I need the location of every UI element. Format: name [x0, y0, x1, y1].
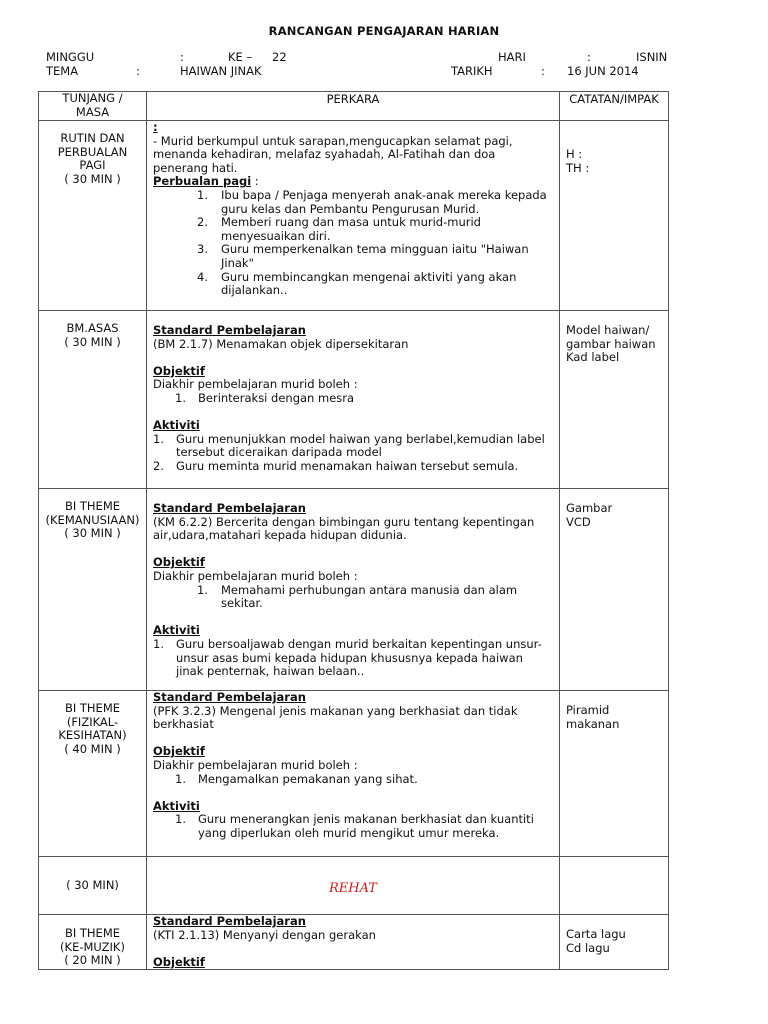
tunjang-line: BI THEME	[64, 499, 121, 513]
tunjang-line: BM.ASAS	[66, 321, 119, 335]
objektif-heading: Objektif	[153, 555, 205, 570]
objektif-intro: Diakhir pembelajaran murid boleh :	[153, 568, 358, 583]
perbualan-list	[153, 189, 553, 298]
perkara-cell	[147, 311, 560, 489]
header-perkara: PERKARA	[147, 92, 560, 121]
tunjang-line: (KEMANUSIAAN)	[45, 512, 140, 527]
aktiviti-list	[153, 433, 553, 474]
routine-text: - Murid berkumpul untuk sarapan,mengucapkan selamat pagi, menanda kehadiran, melafaz syahadah, Al-Fatihah dan doa penerang hati.	[153, 133, 513, 175]
perkara-cell	[147, 121, 560, 311]
ke-label: KE –	[228, 50, 253, 64]
tunjang-line: RUTIN DAN	[60, 131, 125, 145]
hari-colon: :	[587, 50, 591, 64]
table-row	[39, 489, 669, 691]
table-row	[39, 857, 669, 915]
header-tunjang: TUNJANG / MASA	[39, 92, 147, 121]
tunjang-line: (KE-MUZIK)	[60, 939, 125, 954]
tema-label: TEMA	[46, 64, 79, 78]
tunjang-line: KESIHATAN)	[58, 728, 127, 743]
ke-value: 22	[272, 50, 287, 64]
tarikh-label: TARIKH	[451, 64, 493, 78]
note-line: VCD	[566, 514, 591, 529]
table-row	[39, 311, 669, 489]
tunjang-line: PERBUALAN	[57, 144, 128, 159]
perbualan-colon: :	[251, 174, 259, 189]
list-item: 1. Ibu bapa / Penjaga menyerah anak-anak mereka kepada guru kelas dan Pembantu Pengurusan Murid.	[197, 187, 547, 216]
catatan-cell	[560, 857, 669, 915]
note-line: Piramid	[566, 703, 610, 717]
objektif-heading: Objektif	[153, 363, 205, 378]
catatan-cell	[560, 489, 669, 691]
tunjang-line: ( 30 MIN)	[66, 877, 119, 892]
tunjang-line: ( 30 MIN )	[64, 526, 121, 541]
perkara-cell	[147, 691, 560, 857]
tema-value: HAIWAN JINAK	[180, 64, 262, 78]
tunjang-line: BI THEME	[64, 701, 121, 715]
standard-heading: Standard Pembelajaran	[153, 914, 306, 928]
standard-heading: Standard Pembelajaran	[153, 501, 306, 515]
list-item: 1. Memahami perhubungan antara manusia dan alam sekitar.	[197, 582, 518, 611]
catatan-cell	[560, 311, 669, 489]
objektif-intro: Diakhir pembelajaran murid boleh :	[153, 757, 358, 772]
list-item: 3. Guru memperkenalkan tema mingguan iaitu "Haiwan Jinak"	[197, 242, 529, 270]
note-line: gambar haiwan	[566, 336, 656, 351]
tunjang-line: PAGI	[79, 158, 106, 173]
tunjang-cell	[39, 121, 147, 311]
note-line: Model haiwan/	[566, 323, 650, 337]
minggu-label: MINGGU	[46, 50, 95, 64]
objektif-heading: Objektif	[153, 954, 205, 969]
list-item: 1. Guru menerangkan jenis makanan berkhasiat dan kuantiti yang diperlukan oleh murid mengikut umur mereka.	[175, 812, 534, 840]
note-line: Gambar	[566, 501, 613, 515]
standard-text: (KTI 2.1.13) Menyanyi dengan gerakan	[153, 927, 376, 942]
note-line: H :	[566, 147, 583, 161]
header-catatan: CATATAN/IMPAK	[560, 92, 669, 121]
tunjang-cell	[39, 691, 147, 857]
tunjang-line: ( 20 MIN )	[64, 953, 121, 968]
header-info	[46, 50, 668, 80]
note-line: TH :	[566, 160, 590, 175]
rehat-cell	[147, 857, 560, 915]
hari-value: ISNIN	[636, 50, 668, 64]
aktiviti-heading: Aktiviti	[153, 623, 200, 638]
standard-text: (PFK 3.2.3) Mengenal jenis makanan yang berkhasiat dan tidak berkhasiat	[153, 703, 518, 732]
objektif-list	[153, 392, 553, 406]
objektif-intro: Diakhir pembelajaran murid boleh :	[153, 377, 358, 392]
tunjang-line: ( 30 MIN )	[64, 334, 121, 349]
table-row	[39, 915, 669, 970]
standard-text: (BM 2.1.7) Menamakan objek dipersekitaran	[153, 336, 409, 351]
list-item: 2. Guru meminta murid menamakan haiwan tersebut semula.	[153, 458, 519, 473]
standard-text: (KM 6.2.2) Bercerita dengan bimbingan guru tentang kepentingan air,udara,matahari kepada hidupan didunia.	[153, 514, 535, 543]
tunjang-line: BI THEME	[64, 926, 121, 940]
table-header-row	[39, 92, 669, 121]
tarikh-value: 16 JUN 2014	[567, 64, 639, 78]
standard-heading: Standard Pembelajaran	[153, 323, 306, 337]
objektif-list	[153, 773, 553, 787]
heading-mark: :	[153, 120, 158, 134]
tarikh-colon: :	[541, 64, 545, 78]
aktiviti-heading: Aktiviti	[153, 418, 200, 433]
catatan-cell	[560, 691, 669, 857]
tunjang-cell	[39, 857, 147, 915]
rehat-label: REHAT	[329, 880, 377, 896]
tunjang-cell	[39, 489, 147, 691]
list-item: 1. Berinteraksi dengan mesra	[175, 390, 355, 405]
objektif-list	[153, 584, 553, 611]
list-item: 4. Guru membincangkan mengenai aktiviti yang akan dijalankan..	[197, 269, 517, 298]
tunjang-line: (FIZIKAL-	[66, 714, 119, 729]
lesson-plan-table	[38, 91, 669, 970]
perbualan-heading: Perbualan pagi	[153, 174, 252, 189]
aktiviti-heading: Aktiviti	[153, 798, 200, 813]
hari-label: HARI	[498, 50, 526, 64]
aktiviti-list	[153, 813, 553, 840]
list-item: 1. Guru menunjukkan model haiwan yang berlabel,kemudian label tersebut diceraikan daripada model	[153, 431, 545, 460]
tunjang-cell	[39, 311, 147, 489]
table-row	[39, 121, 669, 311]
objektif-heading: Objektif	[153, 744, 205, 759]
perkara-cell	[147, 489, 560, 691]
perkara-cell	[147, 915, 560, 970]
list-item: 1. Guru bersoaljawab dengan murid berkaitan kepentingan unsur-unsur asas bumi kepada hidupan khususnya kepada haiwan jinak penternak, haiwan belaan..	[153, 636, 542, 679]
list-item: 2. Memberi ruang dan masa untuk murid-murid menyesuaikan diri.	[197, 215, 481, 243]
minggu-colon: :	[180, 50, 184, 64]
catatan-cell	[560, 915, 669, 970]
tema-colon: :	[136, 64, 140, 78]
table-row	[39, 691, 669, 857]
note-line: Kad label	[566, 350, 620, 365]
aktiviti-list	[153, 638, 553, 679]
note-line: makanan	[566, 716, 620, 731]
note-line: Carta lagu	[566, 927, 626, 941]
tunjang-cell	[39, 915, 147, 970]
standard-heading: Standard Pembelajaran	[153, 690, 306, 704]
tunjang-line: ( 30 MIN )	[64, 171, 121, 186]
tunjang-line: ( 40 MIN )	[64, 741, 121, 756]
document-title: RANCANGAN PENGAJARAN HARIAN	[268, 24, 500, 38]
catatan-cell	[560, 121, 669, 311]
list-item: 1. Mengamalkan pemakanan yang sihat.	[175, 771, 418, 786]
note-line: Cd lagu	[566, 940, 610, 955]
